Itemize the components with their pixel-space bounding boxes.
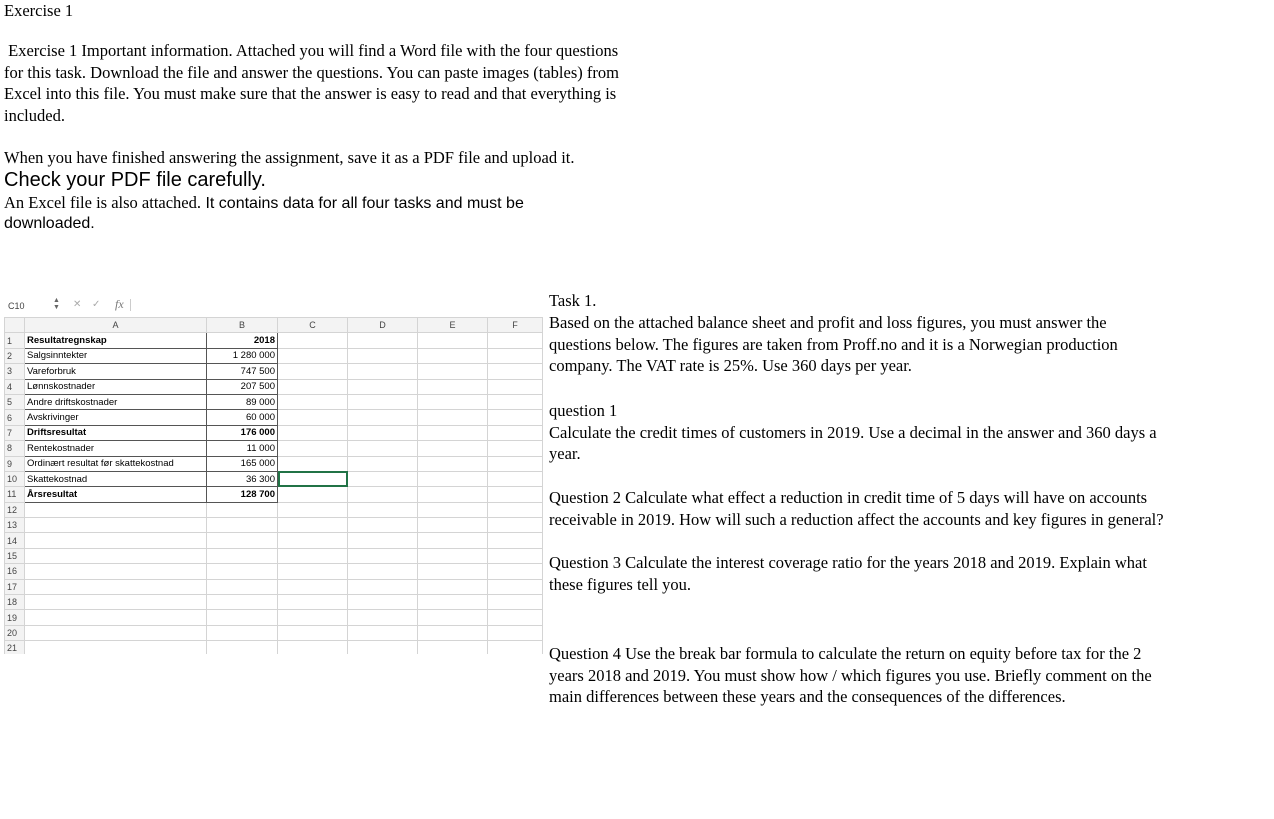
cancel-icon: ✕ — [73, 299, 82, 310]
empty-cell — [488, 518, 543, 533]
table-row — [5, 410, 543, 425]
question-3-line: these figures tell you. — [549, 574, 692, 594]
question-1-line: Calculate the credit times of customers in 2019. Use a decimal in the answer and 360 days a — [549, 422, 1157, 442]
cell-label — [25, 564, 207, 579]
cell-label: Salgsinntekter — [25, 348, 207, 363]
question-4-line: years 2018 and 2019. You must show how / which figures you use. Briefly comment on the — [549, 665, 1152, 685]
row-number: 13 — [5, 518, 25, 533]
column-header: F — [488, 318, 543, 333]
cell-value: 2018 — [207, 333, 278, 348]
formula-divider — [130, 299, 131, 311]
column-header: A — [25, 318, 207, 333]
empty-cell — [348, 595, 418, 610]
empty-cell — [348, 456, 418, 471]
empty-cell — [418, 518, 488, 533]
empty-cell — [418, 364, 488, 379]
table-row — [5, 502, 543, 517]
table-row — [5, 364, 543, 379]
empty-cell — [278, 487, 348, 502]
empty-cell — [278, 333, 348, 348]
cell-value: 165 000 — [207, 456, 278, 471]
empty-cell — [278, 441, 348, 456]
cell-label: Lønnskostnader — [25, 379, 207, 394]
empty-cell — [348, 487, 418, 502]
cell-label — [25, 548, 207, 563]
empty-cell — [488, 487, 543, 502]
empty-cell — [278, 471, 348, 486]
excel-instruction — [4, 192, 524, 215]
empty-cell — [418, 410, 488, 425]
cell-value — [207, 548, 278, 563]
table-row — [5, 333, 543, 348]
intro-line: for this task. Download the file and answer the questions. You can paste images (tables) from — [4, 62, 619, 82]
cell-label: Rentekostnader — [25, 441, 207, 456]
question-4-line: main differences between these years and the consequences of the differences. — [549, 687, 1066, 706]
empty-cell — [348, 625, 418, 640]
exercise-heading: Exercise 1 — [4, 1, 74, 20]
empty-cell — [278, 394, 348, 409]
row-number: 20 — [5, 625, 25, 640]
cell-value — [207, 595, 278, 610]
row-number: 17 — [5, 579, 25, 594]
empty-cell — [488, 441, 543, 456]
empty-cell — [348, 564, 418, 579]
name-box: C10 — [8, 301, 25, 311]
empty-cell — [488, 364, 543, 379]
table-row — [5, 533, 543, 548]
empty-cell — [418, 441, 488, 456]
row-number: 3 — [5, 364, 25, 379]
cell-value: 11 000 — [207, 441, 278, 456]
row-number: 15 — [5, 548, 25, 563]
cell-value: 36 300 — [207, 471, 278, 486]
empty-cell — [418, 333, 488, 348]
excel-instruction-line-2: downloaded. — [4, 215, 95, 232]
empty-cell — [348, 441, 418, 456]
empty-cell — [488, 564, 543, 579]
empty-cell — [348, 471, 418, 486]
cell-label — [25, 595, 207, 610]
empty-cell — [348, 518, 418, 533]
cell-value — [207, 625, 278, 640]
empty-cell — [348, 502, 418, 517]
cell-value — [207, 579, 278, 594]
row-number: 10 — [5, 471, 25, 486]
cell-value — [207, 610, 278, 625]
empty-cell — [348, 379, 418, 394]
row-number: 12 — [5, 502, 25, 517]
empty-cell — [348, 579, 418, 594]
cell-value: 60 000 — [207, 410, 278, 425]
empty-cell — [348, 410, 418, 425]
task-desc-line: questions below. The figures are taken from Proff.no and it is a Norwegian production — [549, 334, 1118, 354]
empty-cell — [418, 579, 488, 594]
empty-cell — [488, 502, 543, 517]
empty-cell — [488, 641, 543, 654]
row-number: 11 — [5, 487, 25, 502]
empty-cell — [278, 625, 348, 640]
question-3-line: Question 3 Calculate the interest coverage ratio for the years 2018 and 2019. Explain what — [549, 553, 1147, 572]
cell-label: Skattekostnad — [25, 471, 207, 486]
cell-value: 89 000 — [207, 394, 278, 409]
empty-cell — [418, 533, 488, 548]
table-row — [5, 456, 543, 471]
formula-bar — [4, 294, 544, 316]
cell-label: Vareforbruk — [25, 364, 207, 379]
check-icon: ✓ — [92, 299, 101, 310]
task-desc-line: company. The VAT rate is 25%. Use 360 days per year. — [549, 356, 912, 375]
table-row — [5, 595, 543, 610]
row-number: 16 — [5, 564, 25, 579]
question-1-title: question 1 — [549, 401, 618, 420]
empty-cell — [488, 394, 543, 409]
excel-instruction-part-1: An Excel file is also attached. — [4, 193, 202, 212]
excel-instruction-part-2: It contains data for all four tasks and must be — [201, 195, 524, 212]
empty-cell — [278, 348, 348, 363]
empty-cell — [418, 610, 488, 625]
intro-line: Excel into this file. You must make sure that the answer is easy to read and that everything is — [4, 84, 617, 103]
empty-cell — [488, 348, 543, 363]
empty-cell — [488, 379, 543, 394]
row-number: 5 — [5, 394, 25, 409]
cell-value: 176 000 — [207, 425, 278, 440]
cell-label: Resultatregnskap — [25, 333, 207, 348]
empty-cell — [278, 456, 348, 471]
intro-paragraph — [4, 40, 619, 126]
table-row — [5, 441, 543, 456]
table-row — [5, 425, 543, 440]
question-1 — [549, 400, 1157, 465]
empty-cell — [348, 610, 418, 625]
finish-instruction: When you have finished answering the assignment, save it as a PDF file and upload it. — [4, 148, 575, 167]
cell-value — [207, 518, 278, 533]
task-desc-line: Based on the attached balance sheet and profit and loss figures, you must answer the — [549, 313, 1107, 332]
column-header: E — [418, 318, 488, 333]
empty-cell — [348, 348, 418, 363]
cell-label — [25, 610, 207, 625]
row-number: 9 — [5, 456, 25, 471]
empty-cell — [488, 625, 543, 640]
spreadsheet-image — [4, 294, 544, 654]
question-3 — [549, 552, 1147, 595]
empty-cell — [488, 471, 543, 486]
empty-cell — [418, 348, 488, 363]
cell-value — [207, 641, 278, 654]
row-number: 14 — [5, 533, 25, 548]
empty-cell — [278, 379, 348, 394]
empty-cell — [418, 625, 488, 640]
empty-cell — [278, 502, 348, 517]
empty-cell — [348, 425, 418, 440]
empty-cell — [418, 379, 488, 394]
row-number: 18 — [5, 595, 25, 610]
table-row — [5, 471, 543, 486]
cell-label: Ordinært resultat før skattekostnad — [25, 456, 207, 471]
empty-cell — [488, 333, 543, 348]
row-number: 2 — [5, 348, 25, 363]
table-row — [5, 610, 543, 625]
cell-value: 207 500 — [207, 379, 278, 394]
empty-cell — [348, 533, 418, 548]
cell-value: 1 280 000 — [207, 348, 278, 363]
empty-cell — [348, 641, 418, 654]
cell-label — [25, 579, 207, 594]
empty-cell — [278, 579, 348, 594]
cell-label: Andre driftskostnader — [25, 394, 207, 409]
empty-cell — [418, 487, 488, 502]
empty-cell — [348, 394, 418, 409]
cell-label — [25, 502, 207, 517]
empty-cell — [488, 533, 543, 548]
corner-cell — [5, 318, 25, 333]
table-row — [5, 625, 543, 640]
check-instruction: Check your PDF file carefully. — [4, 169, 266, 191]
question-2-line: Question 2 Calculate what effect a reduction in credit time of 5 days will have on accounts — [549, 488, 1148, 507]
empty-cell — [488, 610, 543, 625]
row-number: 6 — [5, 410, 25, 425]
column-header: B — [207, 318, 278, 333]
spreadsheet-grid — [4, 317, 543, 654]
table-row — [5, 487, 543, 502]
cell-label — [25, 518, 207, 533]
empty-cell — [278, 595, 348, 610]
empty-cell — [278, 548, 348, 563]
row-number: 4 — [5, 379, 25, 394]
empty-cell — [418, 471, 488, 486]
fx-icon: fx — [115, 297, 124, 311]
empty-cell — [418, 425, 488, 440]
table-row — [5, 518, 543, 533]
empty-cell — [418, 502, 488, 517]
empty-cell — [278, 410, 348, 425]
table-row — [5, 548, 543, 563]
empty-cell — [488, 595, 543, 610]
cell-value — [207, 564, 278, 579]
row-number: 8 — [5, 441, 25, 456]
empty-cell — [418, 641, 488, 654]
row-number: 19 — [5, 610, 25, 625]
question-4-line: Question 4 Use the break bar formula to calculate the return on equity before tax for the 2 — [549, 644, 1142, 663]
column-header: C — [278, 318, 348, 333]
table-row — [5, 579, 543, 594]
row-number: 7 — [5, 425, 25, 440]
empty-cell — [418, 394, 488, 409]
empty-cell — [418, 564, 488, 579]
cell-label — [25, 533, 207, 548]
empty-cell — [278, 641, 348, 654]
empty-cell — [278, 533, 348, 548]
empty-cell — [488, 425, 543, 440]
table-row — [5, 348, 543, 363]
table-row — [5, 564, 543, 579]
task-description — [549, 312, 1118, 377]
empty-cell — [488, 548, 543, 563]
column-header-row — [5, 318, 543, 333]
intro-line: Exercise 1 Important information. Attached you will find a Word file with the four questions — [4, 41, 619, 60]
table-row — [5, 394, 543, 409]
cell-label: Årsresultat — [25, 487, 207, 502]
empty-cell — [278, 425, 348, 440]
empty-cell — [348, 333, 418, 348]
table-row — [5, 641, 543, 654]
empty-cell — [418, 456, 488, 471]
question-1-line: year. — [549, 444, 581, 463]
empty-cell — [278, 564, 348, 579]
table-row — [5, 379, 543, 394]
column-header: D — [348, 318, 418, 333]
empty-cell — [488, 456, 543, 471]
cell-label: Driftsresultat — [25, 425, 207, 440]
empty-cell — [488, 579, 543, 594]
question-2-line: receivable in 2019. How will such a reduction affect the accounts and key figures in general? — [549, 509, 1164, 529]
empty-cell — [278, 518, 348, 533]
cell-label — [25, 625, 207, 640]
row-number: 21 — [5, 641, 25, 654]
question-4 — [549, 643, 1152, 708]
question-2 — [549, 487, 1164, 530]
empty-cell — [418, 595, 488, 610]
cell-value — [207, 502, 278, 517]
cell-value — [207, 533, 278, 548]
cell-value: 128 700 — [207, 487, 278, 502]
intro-line: included. — [4, 105, 65, 125]
empty-cell — [418, 548, 488, 563]
empty-cell — [278, 610, 348, 625]
empty-cell — [348, 364, 418, 379]
empty-cell — [348, 548, 418, 563]
task-title: Task 1. — [549, 291, 597, 310]
cell-label: Avskrivinger — [25, 410, 207, 425]
cell-value: 747 500 — [207, 364, 278, 379]
row-number: 1 — [5, 333, 25, 348]
empty-cell — [488, 410, 543, 425]
name-box-spinner-icon: ▲ ▼ — [53, 297, 60, 311]
cell-label — [25, 641, 207, 654]
empty-cell — [278, 364, 348, 379]
